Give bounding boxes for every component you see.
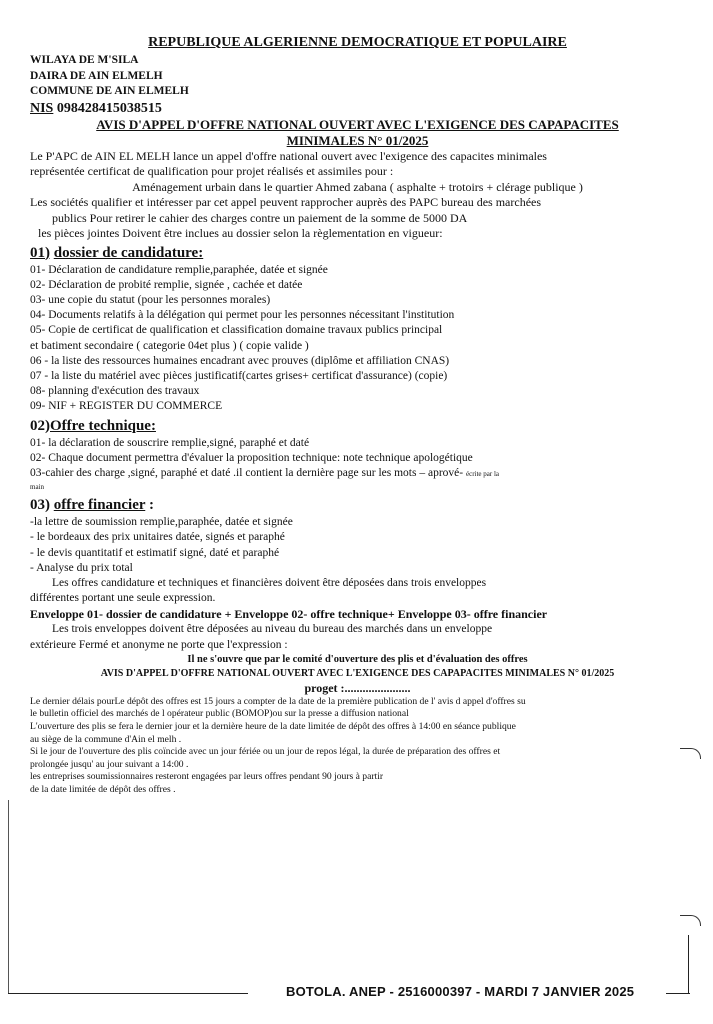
section-technique-heading <box>30 417 685 436</box>
offers-para-line1: Les offres candidature et techniques et financières doivent être déposées dans trois enveloppes <box>52 576 487 589</box>
daira-line: DAIRA DE AIN ELMELH <box>30 69 163 82</box>
margin-mark <box>680 748 701 759</box>
final-line: au siège de la commune d'Ain el melh . <box>30 733 182 745</box>
nis-label: NIS <box>30 100 54 116</box>
list-item: 09- NIF + REGISTER DU COMMERCE <box>30 400 223 413</box>
list-item: 07 - la liste du matériel avec pièces justificatif(cartes grises+ certificat d'assurance) (copie) <box>30 369 448 382</box>
list-item: et batiment secondaire ( categorie 04et plus ) ( copie valide ) <box>30 339 309 352</box>
notice-document <box>30 34 685 797</box>
final-line: le bulletin officiel des marchés de l opérateur public (BOMOP)ou sur la presse a diffusion national <box>30 708 409 720</box>
final-line: prolongée jusqu' au jour suivant a 14:00 . <box>30 758 189 770</box>
wilaya-line: WILAYA DE M'SILA <box>30 54 139 66</box>
section1-number: 01) <box>30 244 50 261</box>
opening-committee-note: Il ne s'ouvre que par le comité d'ouverture des plis et d'évaluation des offres <box>187 653 528 665</box>
offers-para-line2: différentes portant une seule expression. <box>30 592 216 605</box>
section-financier-heading <box>30 496 685 515</box>
frame-left-line <box>8 800 9 993</box>
intro-line2: représentée certificat de qualification pour projet réalisés et assimiles pour : <box>30 164 394 178</box>
list-item: - Analyse du prix total <box>30 561 133 574</box>
intro-para2-line1: Les sociétés qualifier et intéresser par cet appel peuvent rapprocher auprès des PAPC bureau des marchées <box>30 195 542 209</box>
avis-title-line2: MINIMALES N° 01/2025 <box>286 132 429 148</box>
list-item: 08- planning d'exécution des travaux <box>30 385 200 398</box>
section-candidature-heading <box>30 244 685 263</box>
publication-footer: BOTOLA. ANEP - 2516000397 - MARDI 7 JANVIER 2025 <box>286 984 635 999</box>
republic-title: REPUBLIQUE ALGERIENNE DEMOCRATIQUE ET POPULAIRE <box>148 35 567 50</box>
section2-number: 02) <box>30 417 50 434</box>
list-item: 02- Chaque document permettra d'évaluer la proposition technique: note technique apologétique <box>30 451 473 464</box>
list-item: 01- la déclaration de souscrire remplie,signé, paraphé et daté <box>30 436 310 449</box>
section2-item3-small: écrite par la <box>465 469 500 478</box>
list-item: 01- Déclaration de candidature remplie,paraphée, datée et signée <box>30 263 328 276</box>
envelopes-para-line1: Les trois enveloppes doivent être déposées au niveau du bureau des marchés dans un enveloppe <box>52 623 493 636</box>
intro-line1: Le P'APC de AIN EL MELH lance un appel d'offre national ouvert avec l'exigence des capacites minimales <box>30 148 547 163</box>
frame-right-line <box>688 935 689 993</box>
section3-title: offre financier <box>53 497 146 514</box>
list-item: 02- Déclaration de probité remplie, signée , cachée et datée <box>30 278 303 291</box>
final-line: de la date limitée de dépôt des offres . <box>30 783 176 795</box>
section2-item3-cont: main <box>30 483 44 492</box>
frame-bottom-line-right <box>666 993 690 994</box>
margin-mark <box>680 915 701 926</box>
intro-para3: les pièces jointes Doivent être inclues au dossier selon la règlementation en vigueur: <box>38 226 443 240</box>
final-line: les entreprises soumissionnaires resteront engagées par leurs offres pendant 90 jours à partir <box>30 771 384 783</box>
final-line: Si le jour de l'ouverture des plis coïncide avec un jour fériée ou un jour de repos légal, la durée de préparation des offres et <box>30 746 501 758</box>
list-item: 04- Documents relatifs à la délégation qui permet pour les personnes nécessitant l'institution <box>30 309 455 322</box>
intro-para2-line2: publics Pour retirer le cahier des charges contre un paiement de la somme de 5000 DA <box>52 210 468 225</box>
nis-line <box>30 100 685 117</box>
final-line: L'ouverture des plis se fera le dernier jour et la dernière heure de la date limitée de dépôt des offres à 14:00 en séance publique <box>30 720 516 732</box>
final-line: Le dernier délais pourLe dépôt des offres est 15 jours a compter de la date de la première publication de l' avis d appel d'offres su <box>30 695 526 707</box>
list-item: 06 - la liste des ressources humaines encadrant avec prouves (diplôme et affiliation CNAS) <box>30 354 450 367</box>
list-item: 05- Copie de certificat de qualification et classification domaine travaux publics principal <box>30 324 443 337</box>
avis-title-line1: AVIS D'APPEL D'OFFRE NATIONAL OUVERT AVEC L'EXIGENCE DES CAPAPACITES <box>96 116 619 132</box>
nis-value: 098428415038515 <box>56 100 162 116</box>
list-item <box>30 466 685 482</box>
commune-line: COMMUNE DE AIN ELMELH <box>30 85 189 97</box>
section1-title: dossier de candidature: <box>53 244 204 261</box>
section3-number: 03) <box>30 497 50 514</box>
avis-repeat-line: AVIS D'APPEL D'OFFRE NATIONAL OUVERT AVEC L'EXIGENCE DES CAPAPACITES MINIMALES N° 01/2025 <box>100 667 615 679</box>
frame-bottom-line <box>8 993 248 994</box>
list-item: - le bordeaux des prix unitaires datée, signés et paraphé <box>30 531 285 544</box>
project-title: Aménagement urbain dans le quartier Ahmed zabana ( asphalte + trotoirs + clérage publique ) <box>132 179 583 194</box>
envelopes-para-line2: extérieure Fermé et anonyme ne porte que l'expression : <box>30 638 288 651</box>
envelopes-line: Enveloppe 01- dossier de candidature + Enveloppe 02- offre technique+ Enveloppe 03- offre financier <box>30 607 548 622</box>
list-item: - le devis quantitatif et estimatif signé, daté et paraphé <box>30 546 280 559</box>
section2-title: Offre technique: <box>50 417 156 434</box>
projet-line: proget :...................... <box>304 680 411 695</box>
section3-colon: : <box>145 497 155 514</box>
list-item: 03- une copie du statut (pour les personnes morales) <box>30 293 271 306</box>
section2-item3: 03-cahier des charge ,signé, paraphé et daté .il contient la dernière page sur les mots – aprové- <box>30 466 464 479</box>
list-item: -la lettre de soumission remplie,paraphée, datée et signée <box>30 516 293 529</box>
